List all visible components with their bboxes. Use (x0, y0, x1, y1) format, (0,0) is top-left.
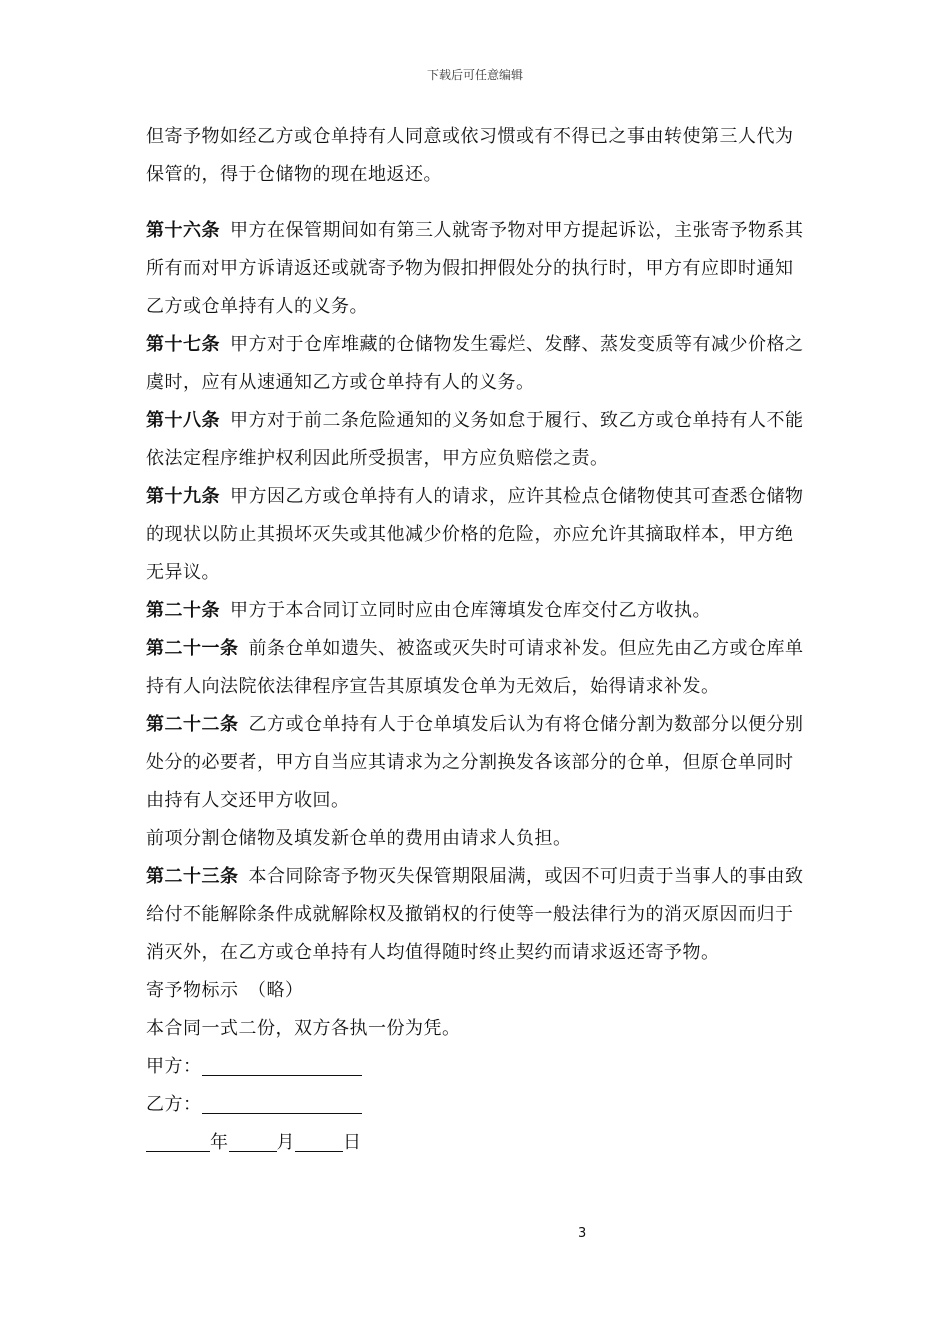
party-a-label: 甲方： (146, 1056, 202, 1077)
article-text: 甲方于本合同订立同时应由仓库簿填发仓库交付乙方收执。 (230, 600, 711, 621)
article-22 (146, 706, 808, 820)
article-text: 乙方或仓单持有人于仓单填发后认为有将仓储分割为数部分以便分别处分的必要者，甲方自当应其请求为之分割换发各该部分的仓单，但原仓单同时由持有人交还甲方收回。 (146, 714, 804, 811)
party-b-label: 乙方： (146, 1094, 202, 1115)
year-blank[interactable] (146, 1129, 210, 1152)
article-text: 甲方因乙方或仓单持有人的请求，应许其检点仓储物使其可查悉仓储物的现状以防止其损坏灭失或其他减少价格的危险，亦应允许其摘取样本，甲方绝无异议。 (146, 486, 804, 583)
party-a-line (146, 1048, 808, 1086)
article-17 (146, 326, 808, 402)
article-22-note: 前项分割仓储物及填发新仓单的费用由请求人负担。 (146, 828, 572, 849)
day-blank[interactable] (295, 1129, 343, 1152)
article-text: 甲方对于仓库堆藏的仓储物发生霉烂、发酵、蒸发变质等有减少价格之虞时，应有从速通知乙方或仓单持有人的义务。 (146, 334, 804, 393)
article-label: 第二十一条 (146, 638, 239, 659)
article-21 (146, 630, 808, 706)
page-number: 3 (578, 1226, 587, 1241)
page-header: 下载后可任意编辑 (426, 68, 523, 82)
article-text: 甲方在保管期间如有第三人就寄予物对甲方提起诉讼，主张寄予物系其所有而对甲方诉请返还或就寄予物为假扣押假处分的执行时，甲方有应即时通知乙方或仓单持有人的义务。 (146, 220, 804, 317)
party-a-signature-blank[interactable] (202, 1053, 362, 1076)
article-label: 第二十条 (146, 600, 220, 621)
article-19 (146, 478, 808, 592)
intro-paragraph: 但寄予物如经乙方或仓单持有人同意或依习惯或有不得已之事由转使第三人代为保管的，得于仓储物的现在地返还。 (146, 126, 794, 185)
article-label: 第十九条 (146, 486, 220, 507)
article-18 (146, 402, 808, 478)
article-20 (146, 592, 808, 630)
attachment-line: 寄予物标示 （略） (146, 980, 304, 1001)
party-b-signature-blank[interactable] (202, 1091, 362, 1114)
day-label: 日 (343, 1132, 362, 1153)
document-body (146, 118, 808, 1162)
article-23 (146, 858, 808, 972)
date-line (146, 1124, 808, 1162)
article-text: 前条仓单如遗失、被盗或灭失时可请求补发。但应先由乙方或仓库单持有人向法院依法律程序宣告其原填发仓单为无效后，始得请求补发。 (146, 638, 804, 697)
article-label: 第十八条 (146, 410, 220, 431)
article-label: 第十七条 (146, 334, 220, 355)
article-label: 第二十三条 (146, 866, 239, 887)
month-label: 月 (276, 1132, 295, 1153)
year-label: 年 (210, 1132, 229, 1153)
article-text: 甲方对于前二条危险通知的义务如怠于履行、致乙方或仓单持有人不能依法定程序维护权利因此所受损害，甲方应负赔偿之责。 (146, 410, 804, 469)
copies-line: 本合同一式二份，双方各执一份为凭。 (146, 1018, 461, 1039)
article-16 (146, 212, 808, 326)
month-blank[interactable] (229, 1129, 277, 1152)
party-b-line (146, 1086, 808, 1124)
article-text: 本合同除寄予物灭失保管期限届满，或因不可归责于当事人的事由致给付不能解除条件成就解除权及撤销权的行使等一般法律行为的消灭原因而归于消灭外，在乙方或仓单持有人均值得随时终止契约而请求返还寄予物。 (146, 866, 804, 963)
article-label: 第二十二条 (146, 714, 239, 735)
article-label: 第十六条 (146, 220, 220, 241)
